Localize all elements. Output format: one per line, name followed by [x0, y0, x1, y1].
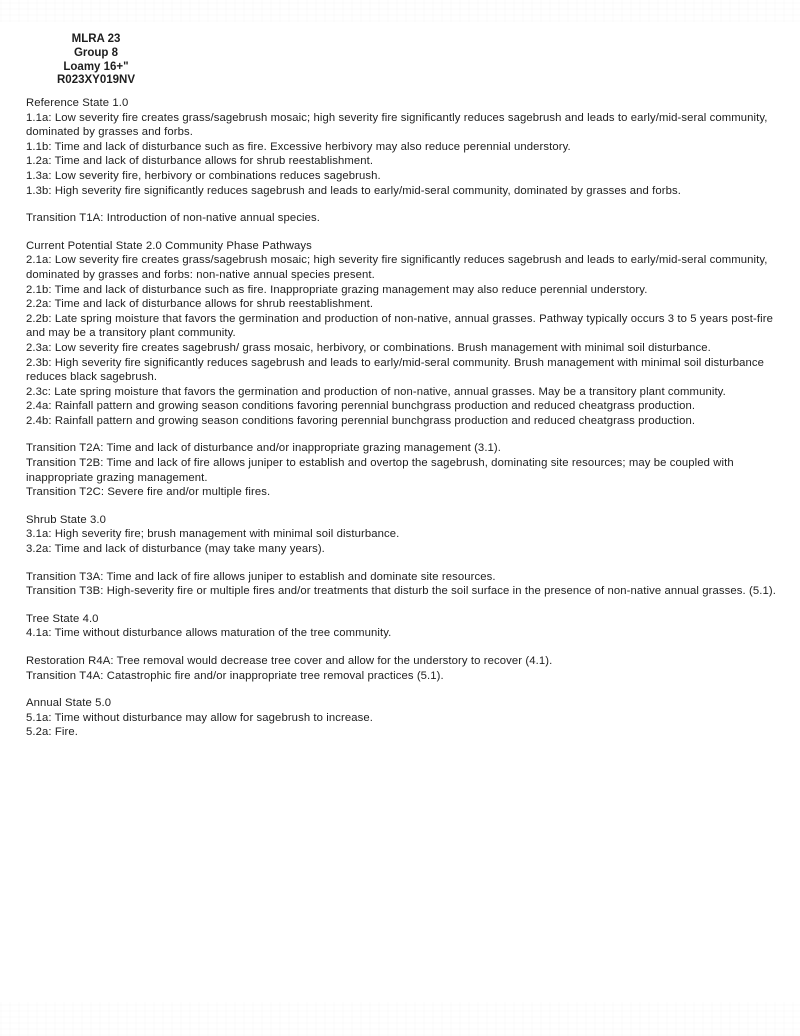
text-line: Annual State 5.0 — [26, 697, 112, 710]
header-line-mlra: MLRA 23 — [71, 33, 121, 45]
header-line-site-id: R023XY019NV — [57, 74, 135, 87]
text-line: Transition T4A: Catastrophic fire and/or inappropriate tree removal practices (5.1). — [26, 669, 444, 682]
document-body — [26, 96, 778, 740]
text-line: 2.3c: Late spring moisture that favors the germination and production of non-native, annual grasses. May be a transitory plant community. — [26, 385, 726, 398]
text-line: 2.3a: Low severity fire creates sagebrush/ grass mosaic, herbivory, or combinations. Brush management with minimal soil disturbance. — [26, 341, 711, 354]
text-line: 1.1a: Low severity fire creates grass/sagebrush mosaic; high severity fire significantly reduces sagebrush and leads to early/mid-seral community, dominated by grasses and forbs. — [26, 111, 768, 139]
paragraph-reference-state-1 — [26, 96, 778, 198]
text-line: 2.1a: Low severity fire creates grass/sagebrush mosaic; high severity fire significantly reduces sagebrush and leads to early/mid-seral community, dominated by grasses and forbs: non-native annual species present. — [26, 254, 768, 281]
paragraph-transition-t1a — [26, 211, 778, 226]
text-line: Transition T2B: Time and lack of fire allows juniper to establish and overtop the sagebrush, dominating site resources; may be coupled with inappropriate grazing management. — [26, 457, 734, 484]
scan-noise-top — [0, 0, 800, 22]
text-line: Transition T1A: Introduction of non-native annual species. — [26, 212, 321, 225]
text-line: Transition T3B: High-severity fire or multiple fires and/or treatments that disturb the soil surface in the presence of non-native annual grasses. (5.1). — [26, 585, 776, 598]
text-line: 1.1b: Time and lack of disturbance such as fire. Excessive herbivory may also reduce perennial understory. — [26, 140, 571, 153]
text-line: 2.2b: Late spring moisture that favors the germination and production of non-native, annual grasses. Pathway typically occurs 3 to 5 years post-fire and may be a transitory plant community. — [26, 312, 773, 340]
paragraph-shrub-state-3 — [26, 513, 778, 557]
text-line: 4.1a: Time without disturbance allows maturation of the tree community. — [26, 627, 392, 640]
text-line: 3.1a: High severity fire; brush management with minimal soil disturbance. — [26, 528, 400, 541]
text-line: 1.3b: High severity fire significantly reduces sagebrush and leads to early/mid-seral community, dominated by grasses and forbs. — [26, 184, 681, 197]
paragraph-tree-state-4 — [26, 612, 778, 641]
header-line-group: Group 8 — [73, 46, 119, 59]
text-line: Transition T2C: Severe fire and/or multiple fires. — [26, 486, 271, 499]
text-line: 5.1a: Time without disturbance may allow for sagebrush to increase. — [26, 711, 374, 724]
paragraph-restoration-r4a-t4a — [26, 654, 778, 683]
text-line: Shrub State 3.0 — [26, 513, 107, 526]
text-line: 3.2a: Time and lack of disturbance (may take many years). — [26, 543, 325, 556]
text-line: 2.4a: Rainfall pattern and growing season conditions favoring perennial bunchgrass production and reduced cheatgrass production. — [26, 400, 696, 413]
text-line: 2.3b: High severity fire significantly reduces sagebrush and leads to early/mid-seral community. Brush management with minimal soil disturbance reduces black sagebrush. — [26, 356, 765, 384]
header-line-site-name: Loamy 16+" — [63, 60, 129, 73]
text-line: Transition T3A: Time and lack of fire allows juniper to establish and dominate site resources. — [26, 570, 496, 583]
paragraph-transitions-t3 — [26, 570, 778, 599]
document-header — [44, 33, 148, 88]
text-line: 2.4b: Rainfall pattern and growing season conditions favoring perennial bunchgrass production and reduced cheatgrass production. — [26, 414, 696, 427]
scan-noise-bottom — [0, 1002, 800, 1036]
paragraph-transitions-t2 — [26, 441, 778, 499]
text-line: 1.2a: Time and lack of disturbance allows for shrub reestablishment. — [26, 155, 374, 168]
text-line: Reference State 1.0 — [26, 97, 129, 109]
paragraph-current-potential-state-2 — [26, 239, 778, 429]
text-line: Restoration R4A: Tree removal would decrease tree cover and allow for the understory to recover (4.1). — [26, 655, 553, 667]
text-line: 2.2a: Time and lack of disturbance allows for shrub reestablishment. — [26, 298, 374, 311]
text-line: Current Potential State 2.0 Community Phase Pathways — [26, 239, 312, 252]
text-line: 5.2a: Fire. — [26, 726, 78, 739]
paragraph-annual-state-5 — [26, 696, 778, 740]
text-line: 1.3a: Low severity fire, herbivory or combinations reduces sagebrush. — [26, 169, 381, 182]
text-line: Transition T2A: Time and lack of disturbance and/or inappropriate grazing management (3.1). — [26, 442, 502, 455]
text-line: 2.1b: Time and lack of disturbance such as fire. Inappropriate grazing management may also reduce perennial understory. — [26, 283, 648, 296]
text-line: Tree State 4.0 — [26, 612, 99, 625]
